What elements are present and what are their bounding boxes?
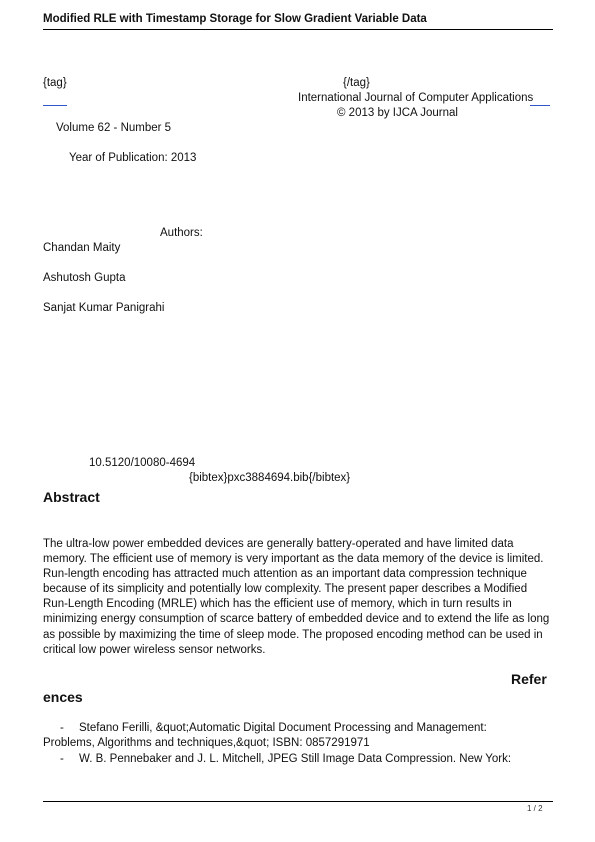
author-name: Chandan Maity (43, 242, 121, 254)
header-divider (43, 29, 553, 30)
reference-bullet: - (60, 753, 64, 765)
reference-item (43, 752, 553, 767)
journal-name: International Journal of Computer Applications (298, 92, 534, 104)
bibtex-ref: {bibtex}pxc3884694.bib{/bibtex} (189, 472, 351, 484)
references-heading: Refer (511, 671, 547, 687)
reference-text: Stefano Ferilli, &quot;Automatic Digital Document Processing and Management: (79, 722, 487, 734)
author-name: Sanjat Kumar Panigrahi (43, 302, 165, 314)
link-underline-right[interactable] (530, 105, 550, 106)
abstract-heading: Abstract (43, 489, 100, 505)
authors-label: Authors: (160, 227, 203, 239)
copyright: © 2013 by IJCA Journal (337, 107, 458, 119)
tag-close: {/tag} (343, 77, 370, 89)
reference-bullet: - (60, 722, 64, 734)
abstract-text: The ultra-low power embedded devices are generally battery-operated and have limited data memory. The efficient use of memory is very important as the data memory of the device is limited. Run-length encoding has attracted much attention as an important data compression technique because of its simplicity and potentially low complexity. The present paper describes a Modified Run-Length Encoding (MRLE) which has the efficient use of memory, which in turn results in minimizing energy consumption of scarce battery of embedded device and to extend the life as long as possible by maximizing the time of sleep mode. The proposed encoding method can be used in critical low power wireless sensor networks. (43, 538, 550, 656)
page-header-title: Modified RLE with Timestamp Storage for Slow Gradient Variable Data (43, 13, 427, 25)
references-heading-continued: ences (43, 689, 83, 705)
footer-divider (43, 801, 553, 802)
volume-number: Volume 62 - Number 5 (56, 122, 172, 134)
reference-item (43, 721, 553, 751)
reference-text: W. B. Pennebaker and J. L. Mitchell, JPEG Still Image Data Compression. New York: (79, 753, 512, 765)
publication-year: Year of Publication: 2013 (69, 152, 197, 164)
tag-open: {tag} (43, 77, 67, 89)
doi: 10.5120/10080-4694 (89, 457, 196, 469)
page-number: 1 / 2 (527, 804, 543, 813)
author-name: Ashutosh Gupta (43, 272, 126, 284)
reference-text-continued: Problems, Algorithms and techniques,&quot; ISBN: 0857291971 (43, 737, 370, 750)
link-underline-left[interactable] (43, 105, 67, 106)
